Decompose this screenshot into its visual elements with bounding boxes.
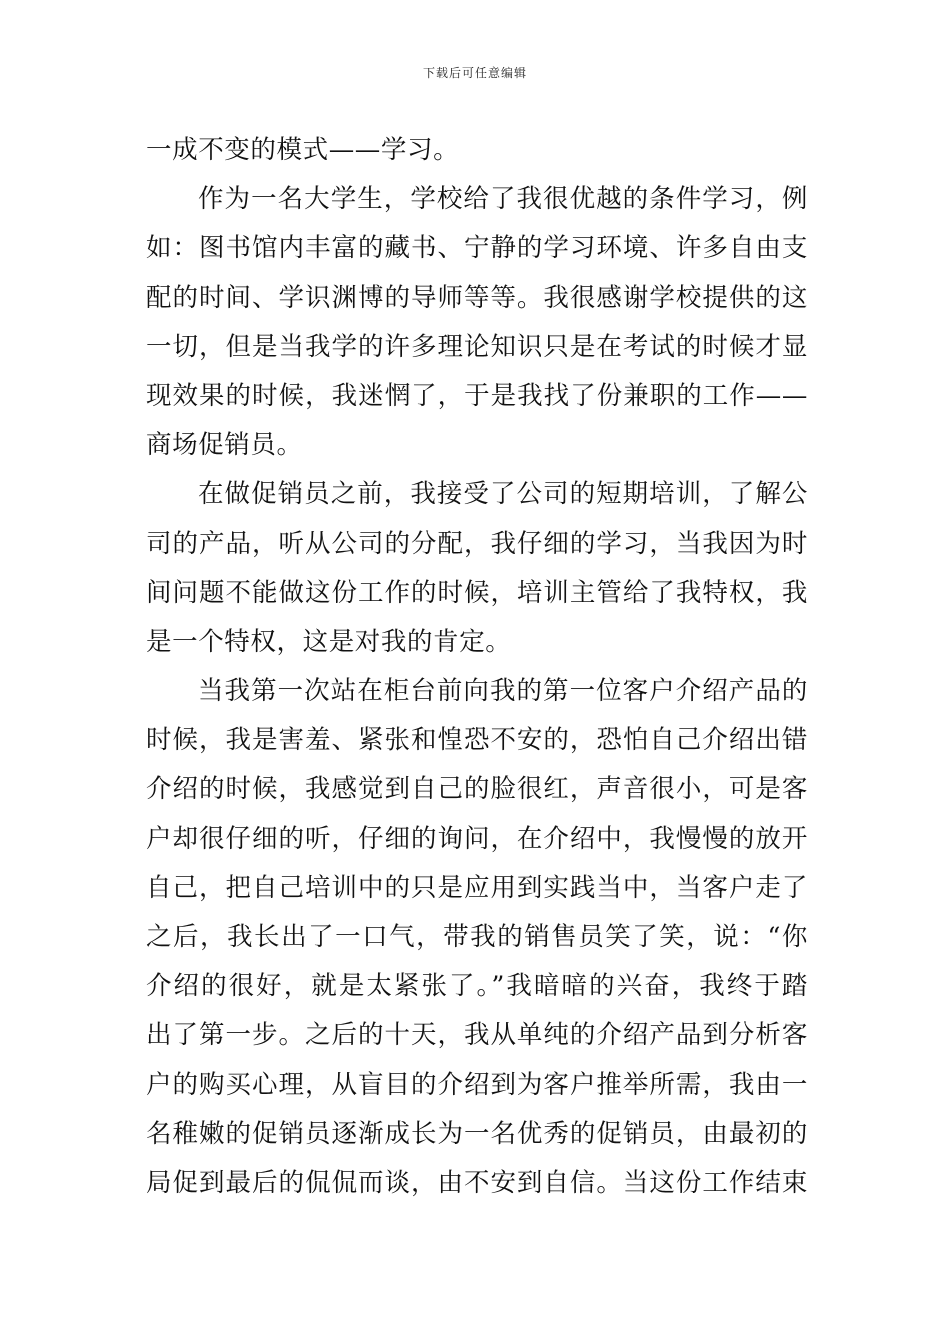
text-line: 在做促销员之前，我接受了公司的短期培训，了解公 — [198, 479, 808, 510]
text-line: 局促到最后的侃侃而谈，由不安到自信。当这份工作结束 — [146, 1167, 808, 1198]
text-line: 配的时间、学识渊博的导师等等。我很感谢学校提供的这 — [146, 282, 808, 313]
page-header: 下载后可任意编辑 — [422, 66, 527, 80]
text-line: 名稚嫩的促销员逐渐成长为一名优秀的促销员，由最初的 — [146, 1118, 808, 1149]
text-line: 司的产品，听从公司的分配，我仔细的学习，当我因为时 — [146, 528, 808, 559]
text-line: 出了第一步。之后的十天，我从单纯的介绍产品到分析客 — [146, 1020, 808, 1051]
text-line: 时候，我是害羞、紧张和惶恐不安的，恐怕自己介绍出错 — [146, 725, 808, 756]
text-line: 间问题不能做这份工作的时候，培训主管给了我特权，我 — [146, 577, 808, 608]
text-line: 介绍的很好，就是太紧张了。”我暗暗的兴奋，我终于踏 — [146, 971, 808, 1002]
text-line: 之后，我长出了一口气，带我的销售员笑了笑，说：“你 — [146, 922, 808, 952]
text-line: 是一个特权，这是对我的肯定。 — [146, 626, 512, 657]
text-line: 现效果的时候，我迷惘了，于是我找了份兼职的工作—— — [146, 380, 808, 411]
text-line: 自己，把自己培训中的只是应用到实践当中，当客户走了 — [146, 872, 808, 903]
text-line: 一成不变的模式——学习。 — [146, 135, 460, 165]
text-line: 户却很仔细的听，仔细的询问，在介绍中，我慢慢的放开 — [146, 823, 808, 854]
text-line: 介绍的时候，我感觉到自己的脸很红，声音很小，可是客 — [146, 774, 808, 805]
text-line: 一切，但是当我学的许多理论知识只是在考试的时候才显 — [146, 331, 808, 362]
text-line: 如：图书馆内丰富的藏书、宁静的学习环境、许多自由支 — [146, 233, 808, 264]
body-text — [146, 126, 808, 1208]
text-line: 当我第一次站在柜台前向我的第一位客户介绍产品的 — [198, 676, 808, 707]
text-line: 商场促销员。 — [146, 430, 303, 461]
text-line: 户的购买心理，从盲目的介绍到为客户推举所需，我由一 — [146, 1069, 808, 1100]
text-line: 作为一名大学生，学校给了我很优越的条件学习，例 — [198, 184, 808, 215]
